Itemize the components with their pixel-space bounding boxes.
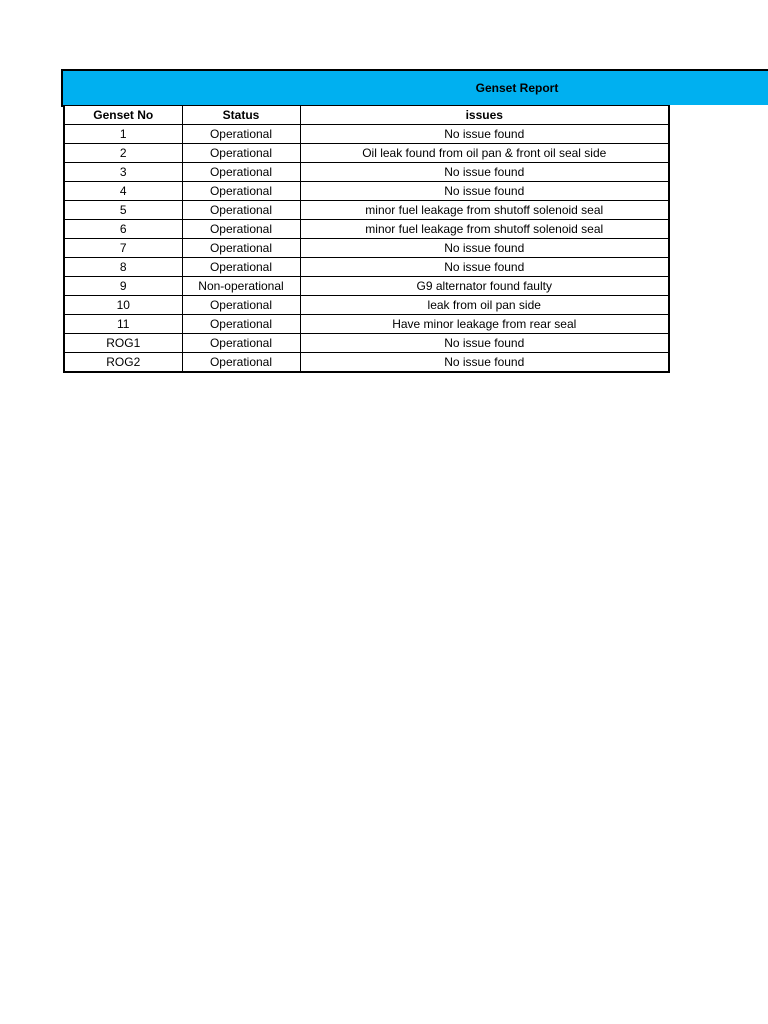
table-row — [64, 277, 669, 296]
column-header-issues: issues — [300, 106, 669, 125]
issue-cell: G9 alternator found faulty — [300, 277, 669, 296]
table-row — [64, 296, 669, 315]
issue-cell: No issue found — [300, 239, 669, 258]
table-row — [64, 182, 669, 201]
table-row — [64, 144, 669, 163]
table-row — [64, 258, 669, 277]
status-cell: Operational — [182, 315, 300, 334]
genset-no-cell: 10 — [64, 296, 182, 315]
table-row — [64, 125, 669, 144]
issue-cell: No issue found — [300, 182, 669, 201]
status-cell: Operational — [182, 334, 300, 353]
table-row — [64, 334, 669, 353]
genset-no-cell: ROG1 — [64, 334, 182, 353]
genset-no-cell: ROG2 — [64, 353, 182, 373]
status-cell: Operational — [182, 220, 300, 239]
report-title: Genset Report — [475, 81, 559, 95]
status-cell: Non-operational — [182, 277, 300, 296]
table-row — [64, 201, 669, 220]
header-row — [64, 106, 669, 125]
status-cell: Operational — [182, 296, 300, 315]
table-row — [64, 239, 669, 258]
genset-no-cell: 7 — [64, 239, 182, 258]
status-cell: Operational — [182, 125, 300, 144]
genset-no-cell: 3 — [64, 163, 182, 182]
status-cell: Operational — [182, 239, 300, 258]
issue-cell: minor fuel leakage from shutoff solenoid seal — [300, 220, 669, 239]
column-header-genset-no: Genset No — [64, 106, 182, 125]
status-cell: Operational — [182, 163, 300, 182]
status-cell: Operational — [182, 182, 300, 201]
issue-cell: No issue found — [300, 163, 669, 182]
genset-no-cell: 9 — [64, 277, 182, 296]
genset-no-cell: 8 — [64, 258, 182, 277]
issue-cell: No issue found — [300, 334, 669, 353]
genset-no-cell: 2 — [64, 144, 182, 163]
genset-no-cell: 4 — [64, 182, 182, 201]
genset-no-cell: 6 — [64, 220, 182, 239]
issue-cell: leak from oil pan side — [300, 296, 669, 315]
table-row — [64, 353, 669, 373]
column-header-status: Status — [182, 106, 300, 125]
status-cell: Operational — [182, 353, 300, 373]
issue-cell: No issue found — [300, 353, 669, 373]
genset-report-table — [63, 105, 670, 373]
table-row — [64, 315, 669, 334]
table-row — [64, 220, 669, 239]
report-title-band — [63, 69, 768, 105]
genset-no-cell: 11 — [64, 315, 182, 334]
status-cell: Operational — [182, 144, 300, 163]
genset-no-cell: 1 — [64, 125, 182, 144]
issue-cell: Have minor leakage from rear seal — [300, 315, 669, 334]
issue-cell: No issue found — [300, 125, 669, 144]
genset-no-cell: 5 — [64, 201, 182, 220]
table-row — [64, 163, 669, 182]
issue-cell: minor fuel leakage from shutoff solenoid seal — [300, 201, 669, 220]
status-cell: Operational — [182, 201, 300, 220]
issue-cell: Oil leak found from oil pan & front oil seal side — [300, 144, 669, 163]
issue-cell: No issue found — [300, 258, 669, 277]
status-cell: Operational — [182, 258, 300, 277]
